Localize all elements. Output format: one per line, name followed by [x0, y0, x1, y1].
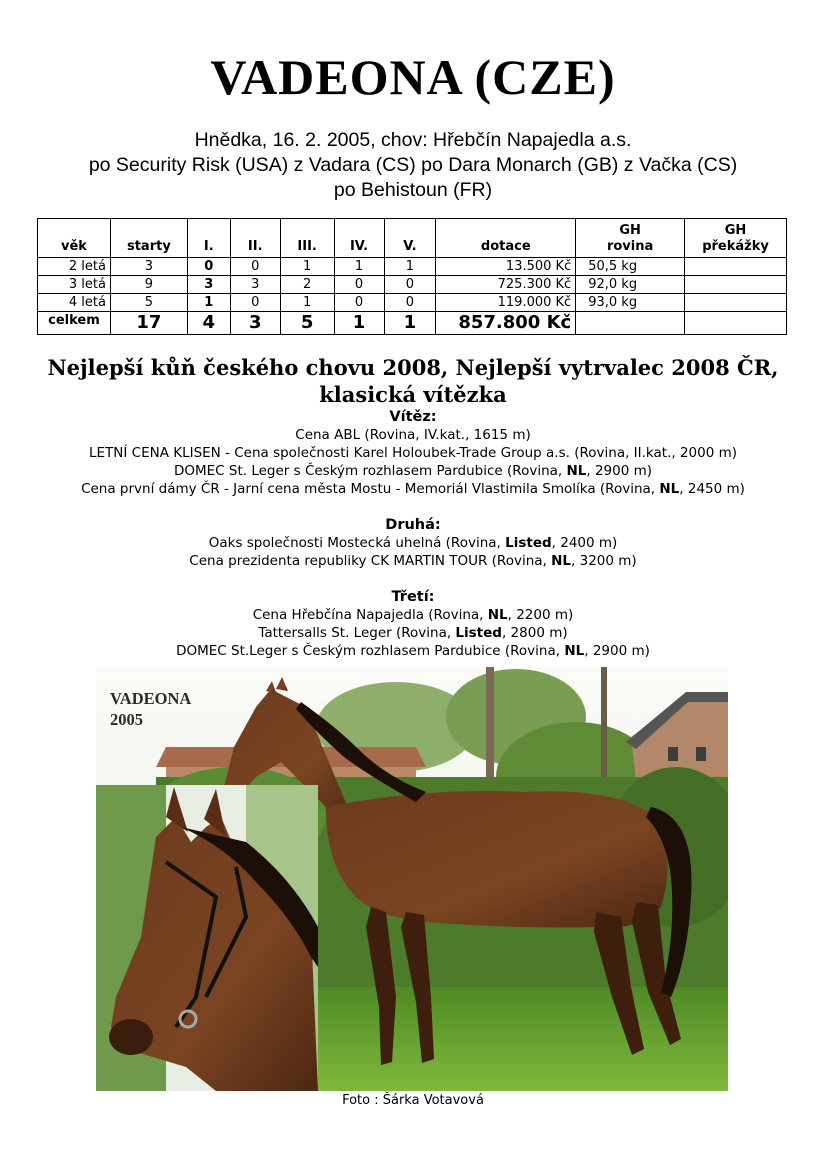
third-item: [0, 624, 826, 642]
third-grade: NL: [487, 607, 508, 623]
third-heading: Třetí:: [391, 589, 435, 605]
horse-title: VADEONA (CZE): [210, 49, 616, 105]
total-prize: 857.800 Kč: [436, 312, 576, 335]
header-age: věk: [38, 219, 111, 258]
second-text: Oaks společnosti Mostecká uhelná (Rovina,: [208, 535, 506, 551]
second-grade: Listed: [505, 535, 552, 551]
win-item: LETNÍ CENA KLISEN - Cena společnosti Karel Holoubek-Trade Group a.s. (Rovina, II.kat., 2000 m): [88, 445, 738, 461]
pedigree-info: [0, 128, 826, 203]
cell-third: 2: [280, 276, 334, 294]
win-text: Cena první dámy ČR - Jarní cena města Mostu - Memoriál Vlastimila Smolíka (Rovina,: [81, 481, 660, 497]
cell-third: 1: [280, 258, 334, 276]
cell-second: 0: [230, 258, 280, 276]
third-text: , 2800 m): [501, 625, 568, 641]
cell-gh-flat: 50,5 kg: [576, 258, 685, 276]
header-first: I.: [187, 219, 230, 258]
third-text: DOMEC St.Leger s Českým rozhlasem Pardubice (Rovina,: [176, 643, 565, 659]
win-item: [0, 480, 826, 498]
total-fifth: 1: [384, 312, 436, 335]
cell-gh-flat: 92,0 kg: [576, 276, 685, 294]
cell-first: 3: [187, 276, 230, 294]
pedigree-line-3: po Behistoun (FR): [333, 179, 493, 201]
total-fourth: 1: [334, 312, 384, 335]
horse-portrait-inset: [96, 785, 318, 1091]
header-gh-hurdle: [685, 219, 787, 258]
race-stats-table: [37, 218, 787, 335]
third-text: , 2200 m): [507, 607, 574, 623]
cell-fifth: 1: [384, 258, 436, 276]
honors-line-1: Nejlepší kůň českého chovu 2008, Nejlepší vytrvalec 2008 ČR,: [47, 355, 779, 380]
winner-heading: Vítěz:: [389, 409, 437, 425]
cell-age: 2 letá: [38, 258, 111, 276]
header-fourth: IV.: [334, 219, 384, 258]
second-item: [0, 552, 826, 570]
header-gh-hurdle-bottom: překážky: [702, 239, 769, 254]
cell-prize: 725.300 Kč: [436, 276, 576, 294]
win-text: , 2450 m): [679, 481, 745, 497]
cell-age: 3 letá: [38, 276, 111, 294]
cell-first: 1: [187, 294, 230, 312]
cell-age: 4 letá: [38, 294, 111, 312]
total-starts: 17: [110, 312, 187, 335]
photo-credit: Foto : Šárka Votavová: [342, 1093, 484, 1108]
total-second: 3: [230, 312, 280, 335]
third-text: , 2900 m): [584, 643, 650, 659]
photo-label: [110, 688, 191, 730]
third-text: Cena Hřebčína Napajedla (Rovina,: [252, 607, 488, 623]
win-text: , 2900 m): [586, 463, 653, 479]
honors-line-2: klasická vítězka: [319, 382, 507, 407]
horse-photo-illustration: [96, 667, 728, 1091]
header-prize: dotace: [436, 219, 576, 258]
win-grade: NL: [659, 481, 680, 497]
table-row: [38, 294, 787, 312]
third-text: Tattersalls St. Leger (Rovina,: [258, 625, 456, 641]
pedigree-line-1: Hnědka, 16. 2. 2005, chov: Hřebčín Napajedla a.s.: [194, 129, 632, 151]
third-grade: NL: [564, 643, 585, 659]
cell-fourth: 1: [334, 258, 384, 276]
cell-starts: 5: [110, 294, 187, 312]
table-header-row: [38, 219, 787, 258]
second-grade: NL: [551, 553, 572, 569]
second-text: , 3200 m): [571, 553, 637, 569]
win-item: Cena ABL (Rovina, IV.kat., 1615 m): [295, 427, 531, 443]
total-third: 5: [280, 312, 334, 335]
header-gh-flat-bottom: rovina: [606, 239, 654, 254]
cell-gh-hurdle: [685, 294, 787, 312]
second-heading: Druhá:: [385, 517, 441, 533]
cell-second: 3: [230, 276, 280, 294]
cell-gh-hurdle: [685, 258, 787, 276]
total-first: 4: [187, 312, 230, 335]
table-row: [38, 276, 787, 294]
cell-second: 0: [230, 294, 280, 312]
honors-heading: [0, 354, 826, 408]
cell-gh-hurdle: [685, 276, 787, 294]
cell-prize: 119.000 Kč: [436, 294, 576, 312]
photo-label-year: 2005: [110, 710, 143, 729]
header-gh-flat-top: GH: [619, 223, 641, 238]
second-item: [0, 534, 826, 552]
race-results: [0, 408, 826, 660]
cell-fourth: 0: [334, 294, 384, 312]
cell-fifth: 0: [384, 276, 436, 294]
cell-starts: 9: [110, 276, 187, 294]
pedigree-line-2: po Security Risk (USA) z Vadara (CS) po Dara Monarch (GB) z Vačka (CS): [88, 154, 738, 176]
total-gh-flat: [576, 312, 685, 335]
win-grade: NL: [566, 463, 587, 479]
win-item: [0, 462, 826, 480]
third-item: [0, 606, 826, 624]
header-gh-flat: [576, 219, 685, 258]
cell-prize: 13.500 Kč: [436, 258, 576, 276]
header-second: II.: [230, 219, 280, 258]
total-label: celkem: [38, 312, 111, 335]
total-gh-hurdle: [685, 312, 787, 335]
table-row: [38, 258, 787, 276]
cell-fifth: 0: [384, 294, 436, 312]
photo-label-name: VADEONA: [110, 689, 192, 708]
cell-starts: 3: [110, 258, 187, 276]
cell-third: 1: [280, 294, 334, 312]
horse-photo: [96, 667, 728, 1091]
table-total-row: [38, 312, 787, 335]
third-grade: Listed: [455, 625, 502, 641]
second-text: Cena prezidenta republiky CK MARTIN TOUR (Rovina,: [189, 553, 552, 569]
second-text: , 2400 m): [551, 535, 618, 551]
header-starts: starty: [110, 219, 187, 258]
win-text: DOMEC St. Leger s Českým rozhlasem Pardubice (Rovina,: [173, 463, 567, 479]
third-item: [0, 642, 826, 660]
cell-fourth: 0: [334, 276, 384, 294]
header-gh-hurdle-top: GH: [724, 223, 747, 238]
header-third: III.: [280, 219, 334, 258]
cell-first: 0: [187, 258, 230, 276]
cell-gh-flat: 93,0 kg: [576, 294, 685, 312]
header-fifth: V.: [384, 219, 436, 258]
